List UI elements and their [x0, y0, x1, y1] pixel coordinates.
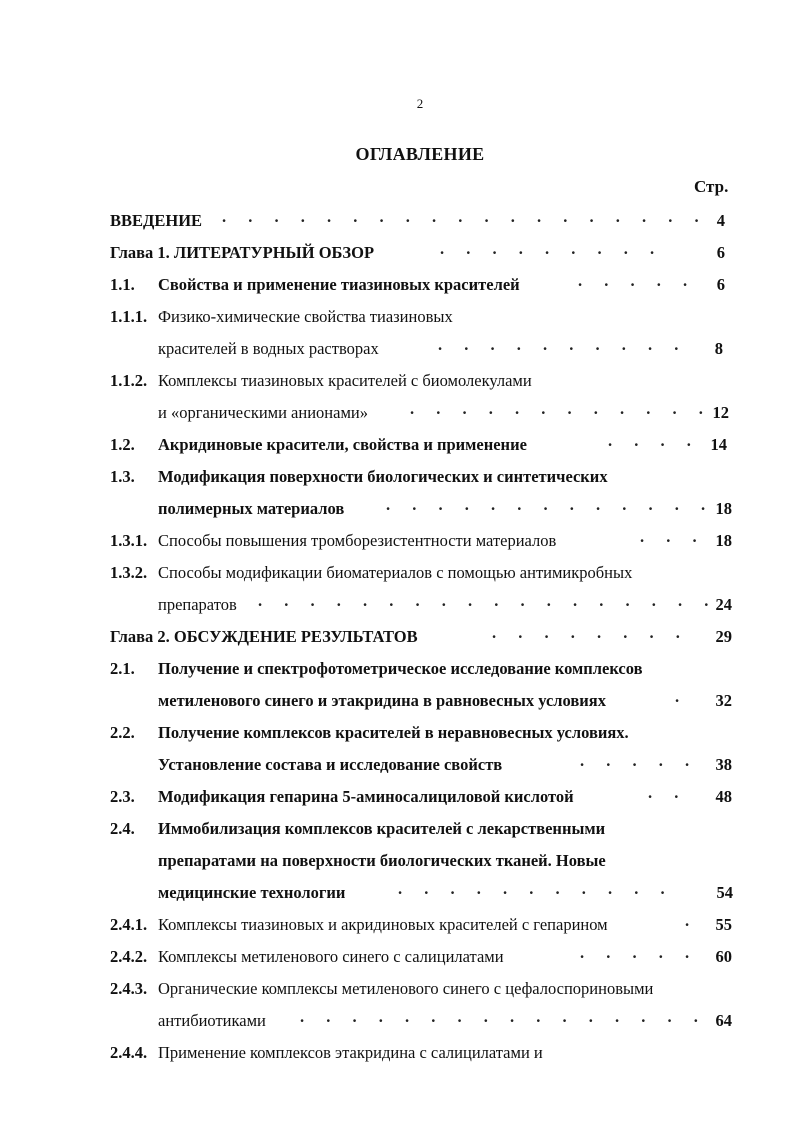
toc-entry-title: Комплексы тиазиновых красителей с биомолекулами: [158, 371, 532, 390]
dot-leader: . . . . . . . .: [492, 623, 689, 642]
toc-entry-title: Модификация гепарина 5-аминосалициловой кислотой: [158, 787, 574, 806]
toc-entry-number: 2.4.3.: [110, 979, 148, 998]
dot-leader: . . . . . . . . . . .: [398, 879, 674, 898]
toc-entry-title: Глава 1. ЛИТЕРАТУРНЫЙ ОБЗОР: [110, 243, 375, 262]
toc-entry-page: 18: [715, 499, 732, 518]
dot-leader: . . . . . . . . . . . . .: [386, 495, 715, 514]
toc-entry[interactable]: [110, 269, 735, 301]
toc-entry[interactable]: [110, 781, 735, 813]
toc-entry-title: Применение комплексов этакридина с салицилатами и: [158, 1043, 543, 1062]
toc-entry[interactable]: [110, 525, 735, 557]
dot-leader: . . . . . . . . .: [440, 239, 664, 258]
toc-entry-continuation[interactable]: [110, 685, 735, 717]
toc-entry-title: ВВЕДЕНИЕ: [110, 211, 203, 230]
toc-entry[interactable]: [110, 429, 735, 461]
dot-leader: . .: [648, 783, 688, 802]
toc-entry-page: 6: [716, 243, 725, 262]
dot-leader: .: [685, 911, 699, 930]
table-of-contents: [110, 205, 735, 1069]
toc-entry-number: 2.2.: [110, 723, 135, 742]
toc-entry-title: Комплексы тиазиновых и акридиновых красителей с гепарином: [158, 915, 608, 934]
toc-entry-number: 1.1.: [110, 275, 135, 294]
page-column-label: Стр.: [694, 177, 729, 196]
toc-entry-number: 2.4.: [110, 819, 135, 838]
toc-entry-title: Свойства и применение тиазиновых красителей: [158, 275, 520, 294]
toc-entry-title: Комплексы метиленового синего с салицилатами: [158, 947, 504, 966]
toc-entry-page: 12: [712, 403, 729, 422]
toc-entry-number: 1.3.: [110, 467, 135, 486]
dot-leader: . . . .: [608, 431, 700, 450]
dot-leader: . . . . . . . . . . . . . . . .: [300, 1007, 707, 1026]
toc-entry-title: Способы модификации биоматериалов с помощью антимикробных: [158, 563, 633, 582]
dot-leader: . . . . . . . . . . . . . . . . . .: [258, 591, 718, 610]
toc-entry-number: 2.1.: [110, 659, 135, 678]
toc-entry-title: Получение комплексов красителей в неравновесных условиях.: [158, 723, 629, 742]
toc-entry-page: 18: [715, 531, 732, 550]
toc-entry-title: полимерных материалов: [158, 499, 345, 518]
toc-entry-page: 55: [715, 915, 732, 934]
toc-entry-page: 4: [716, 211, 725, 230]
toc-entry-title: Установление состава и исследование свойств: [158, 755, 503, 774]
toc-entry-page: 29: [715, 627, 732, 646]
toc-entry-number: 1.1.1.: [110, 307, 148, 326]
toc-entry-title: Модификация поверхности биологических и синтетических: [158, 467, 608, 486]
toc-entry-page: 8: [714, 339, 723, 358]
toc-entry-page: 14: [710, 435, 727, 454]
page-title: ОГЛАВЛЕНИЕ: [355, 144, 485, 164]
toc-entry-number: 1.3.1.: [110, 531, 148, 550]
toc-entry-page: 24: [715, 595, 732, 614]
toc-entry-number: 1.3.2.: [110, 563, 148, 582]
toc-entry-continuation[interactable]: [110, 749, 735, 781]
toc-entry-number: 2.4.4.: [110, 1043, 148, 1062]
toc-entry-continuation[interactable]: [110, 1005, 735, 1037]
toc-entry-page: 64: [715, 1011, 732, 1030]
toc-entry-continuation[interactable]: [110, 877, 735, 909]
toc-entry-page: 54: [716, 883, 733, 902]
dot-leader: . . . . . . . . . . . . . . . . . . .: [222, 207, 708, 226]
toc-entry-title: Физико-химические свойства тиазиновых: [158, 307, 453, 326]
toc-entry-title: препаратами на поверхности биологических тканей. Новые: [158, 851, 606, 870]
toc-entry-page: 38: [715, 755, 732, 774]
toc-entry[interactable]: [110, 621, 735, 653]
dot-leader: . . . . .: [578, 271, 697, 290]
toc-entry-title: Органические комплексы метиленового синего с цефалоспориновыми: [158, 979, 654, 998]
toc-entry-number: 2.3.: [110, 787, 135, 806]
toc-entry-continuation[interactable]: [110, 333, 735, 365]
toc-entry-page: 6: [716, 275, 725, 294]
toc-entry[interactable]: [110, 813, 735, 845]
toc-entry[interactable]: [110, 1037, 735, 1069]
toc-entry-title: красителей в водных растворах: [158, 339, 379, 358]
dot-leader: . . . . . . . . . . . .: [410, 399, 712, 418]
toc-entry-page: 32: [715, 691, 732, 710]
toc-entry-number: 1.1.2.: [110, 371, 148, 390]
toc-entry[interactable]: [110, 653, 735, 685]
toc-entry[interactable]: [110, 941, 735, 973]
toc-entry-number: 2.4.2.: [110, 947, 148, 966]
toc-entry-number: 1.2.: [110, 435, 135, 454]
toc-entry-title: Иммобилизация комплексов красителей с лекарственными: [158, 819, 606, 838]
toc-entry-title: медицинские технологии: [158, 883, 346, 902]
dot-leader: . . .: [640, 527, 706, 546]
toc-entry-title: препаратов: [158, 595, 237, 614]
toc-entry-page: 48: [715, 787, 732, 806]
toc-entry-title: антибиотиками: [158, 1011, 266, 1030]
toc-entry-page: 60: [715, 947, 732, 966]
dot-leader: . . . . . . . . . .: [438, 335, 688, 354]
dot-leader: . . . . .: [580, 751, 699, 770]
toc-entry-title: Глава 2. ОБСУЖДЕНИЕ РЕЗУЛЬТАТОВ: [110, 627, 418, 646]
toc-entry-number: 2.4.1.: [110, 915, 148, 934]
toc-entry-title: Получение и спектрофотометрическое исследование комплексов: [158, 659, 643, 678]
dot-leader: . . . . .: [580, 943, 699, 962]
toc-entry-title: Акридиновые красители, свойства и применение: [158, 435, 527, 454]
page-number: 2: [416, 96, 424, 111]
toc-entry-title: и «органическими анионами»: [158, 403, 368, 422]
toc-entry-title: метиленового синего и этакридина в равновесных условиях: [158, 691, 606, 710]
dot-leader: .: [675, 687, 689, 706]
toc-entry-title: Способы повышения тромборезистентности материалов: [158, 531, 557, 550]
